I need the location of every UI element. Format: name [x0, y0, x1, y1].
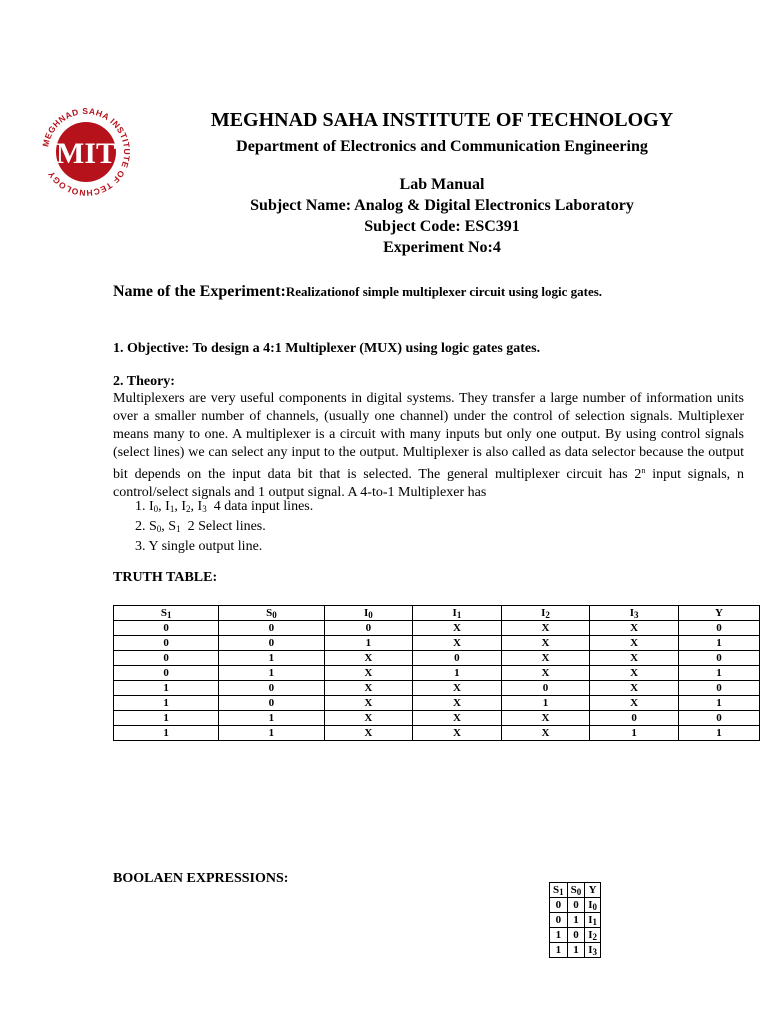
table-cell: 1	[219, 651, 324, 666]
table-cell: 1	[678, 636, 759, 651]
table-cell	[585, 943, 601, 958]
truth-table-header-cell	[501, 606, 590, 621]
cell-symbol: I	[452, 606, 457, 619]
table-cell: 0	[413, 651, 502, 666]
truth-table-header-cell	[678, 606, 759, 621]
table-row	[114, 651, 760, 666]
table-cell: 0	[590, 711, 679, 726]
table-row	[114, 636, 760, 651]
table-cell: 1	[678, 696, 759, 711]
table-cell: 0	[678, 621, 759, 636]
list-item-number: 1.	[135, 499, 146, 514]
manual-title: Lab Manual	[399, 176, 485, 193]
table-cell: X	[590, 651, 679, 666]
table-cell: 1	[114, 726, 219, 741]
institute-name: MEGHNAD SAHA INSTITUTE OF TECHNOLOGY	[210, 109, 674, 131]
table-cell: X	[324, 726, 413, 741]
cell-symbol: I	[588, 928, 593, 941]
experiment-name-value: Realizationof simple multiplexer circuit using logic gates.	[285, 284, 603, 299]
cell-symbol: I	[363, 606, 369, 619]
table-cell: 0	[567, 928, 585, 943]
input-symbol: I	[149, 499, 154, 514]
table-row	[114, 621, 760, 636]
cell-symbol: Y	[714, 607, 723, 619]
list-item-selects	[135, 518, 313, 538]
table-cell: 1	[678, 666, 759, 681]
table-cell	[585, 898, 601, 913]
table-cell: 0	[219, 621, 324, 636]
table-cell: 0	[219, 696, 324, 711]
table-cell: 0	[219, 681, 324, 696]
select-symbol: 2. S	[135, 519, 157, 534]
theory-list	[135, 498, 313, 556]
cell-subscript: 3	[633, 609, 639, 620]
select-table	[549, 882, 601, 958]
input-sub: 3	[202, 504, 207, 514]
cell-subscript: 2	[592, 931, 598, 942]
input-symbol: , I	[190, 499, 203, 514]
table-cell: 1	[501, 696, 590, 711]
table-cell: X	[324, 711, 413, 726]
table-row	[114, 681, 760, 696]
boolean-heading: BOOLAEN EXPRESSIONS:	[113, 871, 289, 886]
table-cell: X	[324, 696, 413, 711]
truth-table-header-row	[114, 606, 760, 621]
table-cell: X	[590, 666, 679, 681]
list-item-text: 4 data input lines.	[206, 499, 314, 514]
cell-symbol: S	[553, 883, 560, 896]
list-item-output: 3. Y single output line.	[135, 539, 263, 554]
cell-symbol: Y	[588, 884, 597, 896]
cell-subscript: 0	[368, 609, 373, 620]
table-cell	[585, 928, 601, 943]
table-cell: 1	[567, 943, 585, 958]
table-cell: 0	[114, 651, 219, 666]
table-cell: 0	[219, 636, 324, 651]
table-row	[114, 666, 760, 681]
table-cell: 0	[114, 666, 219, 681]
truth-table-header-cell	[219, 606, 324, 621]
cell-symbol: S	[160, 606, 167, 619]
table-cell: 1	[550, 943, 568, 958]
table-cell: 0	[678, 681, 759, 696]
cell-subscript: 1	[559, 886, 564, 897]
cell-subscript: 1	[592, 916, 598, 927]
cell-symbol: I	[541, 606, 546, 619]
select-sub: 0	[156, 524, 162, 534]
truth-table-header-cell	[114, 606, 219, 621]
cell-subscript: 2	[545, 609, 550, 620]
cell-symbol: I	[588, 898, 593, 911]
table-cell: 0	[114, 621, 219, 636]
subject-name: Subject Name: Analog & Digital Electronics Laboratory	[250, 197, 634, 214]
table-cell: X	[501, 666, 590, 681]
cell-symbol: S	[266, 606, 273, 619]
table-cell: 1	[324, 636, 413, 651]
table-cell: X	[413, 711, 502, 726]
truth-table	[113, 605, 760, 741]
table-cell: 1	[219, 726, 324, 741]
cell-subscript: 0	[272, 609, 277, 620]
list-item-inputs	[135, 498, 313, 518]
table-cell: 0	[324, 621, 413, 636]
table-row	[550, 898, 601, 913]
cell-subscript: 1	[456, 609, 462, 620]
table-cell: X	[590, 681, 679, 696]
cell-symbol: I	[588, 943, 593, 956]
table-cell: 1	[114, 696, 219, 711]
table-cell: 0	[678, 711, 759, 726]
theory-heading: 2. Theory:	[113, 374, 175, 389]
input-sub: 1	[169, 504, 175, 514]
theory-text-2: input signals, n control/select signals and 1 output signal. A 4-to-1 Multiplexer has	[113, 467, 744, 500]
table-cell	[585, 913, 601, 928]
table-cell: X	[413, 696, 502, 711]
theory-text-1: Multiplexers are very useful components in digital systems. They transfer a large number of information units over a smaller number of channels, (usually one channel) under the control of selection signals. Multiplexer means many to one. A multiplexer is a circuit with many inputs but only one output. By using control signals (select lines) we can select any input to the output. Multiplexer is also called as data selector because the output bit depends on the input data bit that is selected. The general multiplexer circuit has 2	[113, 391, 744, 482]
input-symbol: , I	[158, 499, 170, 514]
institute-logo	[38, 104, 134, 200]
table-row	[114, 711, 760, 726]
table-cell: X	[324, 651, 413, 666]
table-cell: X	[501, 726, 590, 741]
theory-paragraph	[113, 390, 744, 502]
table-cell: X	[501, 621, 590, 636]
table-cell: X	[413, 681, 502, 696]
table-cell: 0	[567, 898, 585, 913]
table-cell: X	[501, 651, 590, 666]
truth-table-header-cell	[413, 606, 502, 621]
department-name: Department of Electronics and Communication Engineering	[236, 138, 648, 155]
table-cell: X	[501, 711, 590, 726]
table-row	[550, 913, 601, 928]
table-cell: 1	[114, 681, 219, 696]
list-item-text: 2 Select lines.	[180, 519, 266, 534]
table-cell: 1	[219, 666, 324, 681]
objective: 1. Objective: To design a 4:1 Multiplexer (MUX) using logic gates gates.	[113, 341, 541, 356]
logo-mark: MIT	[56, 137, 116, 170]
select-table-header-row	[550, 883, 601, 898]
table-cell: 0	[678, 651, 759, 666]
select-symbol: , S	[161, 519, 177, 534]
experiment-name-label: Name of the Experiment:	[113, 283, 286, 300]
table-cell: 1	[219, 711, 324, 726]
table-cell: 0	[550, 898, 568, 913]
table-cell: 1	[114, 711, 219, 726]
table-cell: X	[413, 621, 502, 636]
table-cell: 1	[590, 726, 679, 741]
table-cell: X	[590, 696, 679, 711]
cell-subscript: 0	[592, 901, 598, 912]
select-sub: 1	[176, 524, 181, 534]
experiment-number: Experiment No:4	[383, 239, 501, 256]
cell-symbol: I	[588, 913, 593, 926]
input-symbol: , I	[174, 499, 187, 514]
table-cell: 1	[550, 928, 568, 943]
subject-code: Subject Code: ESC391	[364, 218, 520, 235]
table-row	[114, 726, 760, 741]
table-cell: 0	[114, 636, 219, 651]
select-table-header-cell	[567, 883, 585, 898]
table-cell: 0	[550, 913, 568, 928]
truth-table-header-cell	[590, 606, 679, 621]
table-cell: 1	[678, 726, 759, 741]
logo-ring-text: MEGHNAD SAHA INSTITUTE OF TECHNOLOGY	[40, 105, 133, 199]
table-cell: 1	[567, 913, 585, 928]
table-cell: X	[413, 726, 502, 741]
table-cell: X	[413, 636, 502, 651]
table-row	[550, 928, 601, 943]
table-cell: X	[590, 636, 679, 651]
truth-table-header-cell	[324, 606, 413, 621]
select-table-header-cell	[550, 883, 568, 898]
cell-subscript: 3	[592, 946, 598, 957]
truth-table-body	[114, 621, 760, 741]
manual-info	[150, 174, 734, 258]
cell-symbol: I	[629, 606, 634, 619]
table-cell: X	[324, 666, 413, 681]
select-table-body	[550, 898, 601, 958]
cell-symbol: S	[570, 883, 577, 896]
table-cell: X	[501, 636, 590, 651]
input-sub: 2	[186, 504, 191, 514]
input-sub: 0	[153, 504, 159, 514]
table-cell: 0	[501, 681, 590, 696]
table-cell: 1	[413, 666, 502, 681]
truth-table-heading: TRUTH TABLE:	[113, 570, 218, 585]
select-table-header-cell	[585, 883, 601, 898]
table-row	[550, 943, 601, 958]
cell-subscript: 0	[576, 886, 582, 897]
table-cell: X	[590, 621, 679, 636]
cell-subscript: 1	[166, 609, 172, 620]
table-row	[114, 696, 760, 711]
experiment-name	[113, 283, 602, 301]
theory-superscript: n	[641, 466, 646, 475]
table-cell: X	[324, 681, 413, 696]
